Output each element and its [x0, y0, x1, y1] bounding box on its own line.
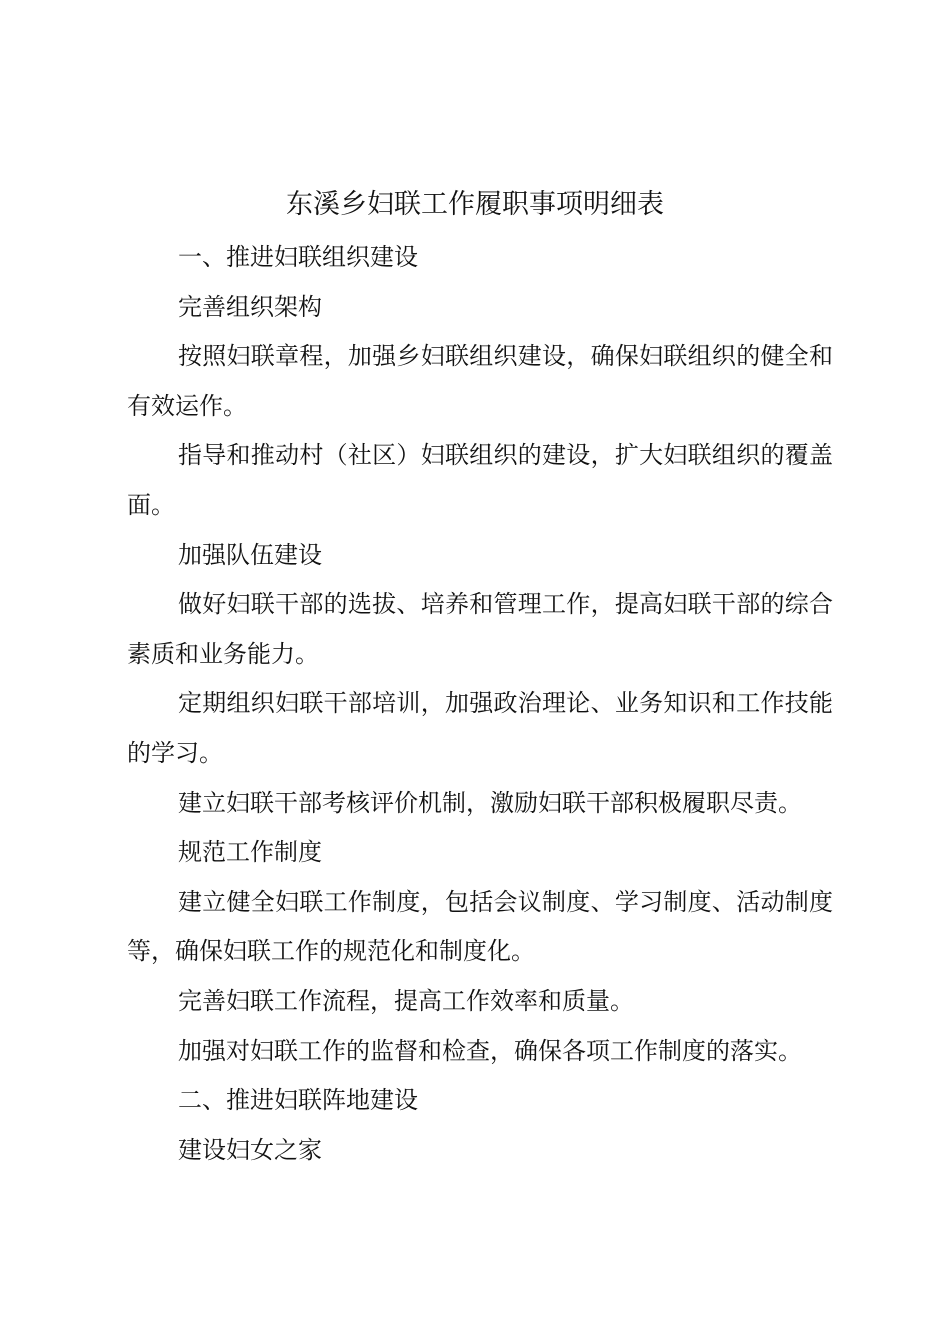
document-body [127, 233, 833, 1175]
subheading-system: 规范工作制度 [178, 838, 322, 867]
paragraph: 做好妇联干部的选拔、培养和管理工作，提高妇联干部的综合素质和业务能力。 [127, 590, 833, 668]
document-title: 东溪乡妇联工作履职事项明细表 [286, 189, 664, 220]
subheading-team: 加强队伍建设 [178, 540, 322, 569]
subheading-womens-home: 建设妇女之家 [178, 1135, 322, 1164]
paragraph: 建立妇联干部考核评价机制，激励妇联干部积极履职尽责。 [178, 788, 802, 817]
paragraph: 定期组织妇联干部培训，加强政治理论、业务知识和工作技能的学习。 [127, 689, 833, 767]
paragraph: 建立健全妇联工作制度，包括会议制度、学习制度、活动制度等，确保妇联工作的规范化和制度化。 [127, 887, 833, 966]
section-heading-1: 一、推进妇联组织建设 [178, 243, 418, 271]
subheading-organization: 完善组织架构 [178, 292, 322, 321]
paragraph: 加强对妇联工作的监督和检查，确保各项工作制度的落实。 [178, 1036, 802, 1065]
paragraph: 按照妇联章程，加强乡妇联组织建设，确保妇联组织的健全和有效运作。 [127, 342, 833, 420]
paragraph: 完善妇联工作流程，提高工作效率和质量。 [178, 986, 634, 1015]
section-heading-2: 二、推进妇联阵地建设 [178, 1086, 418, 1115]
paragraph: 指导和推动村（社区）妇联组织的建设，扩大妇联组织的覆盖面。 [127, 441, 833, 519]
